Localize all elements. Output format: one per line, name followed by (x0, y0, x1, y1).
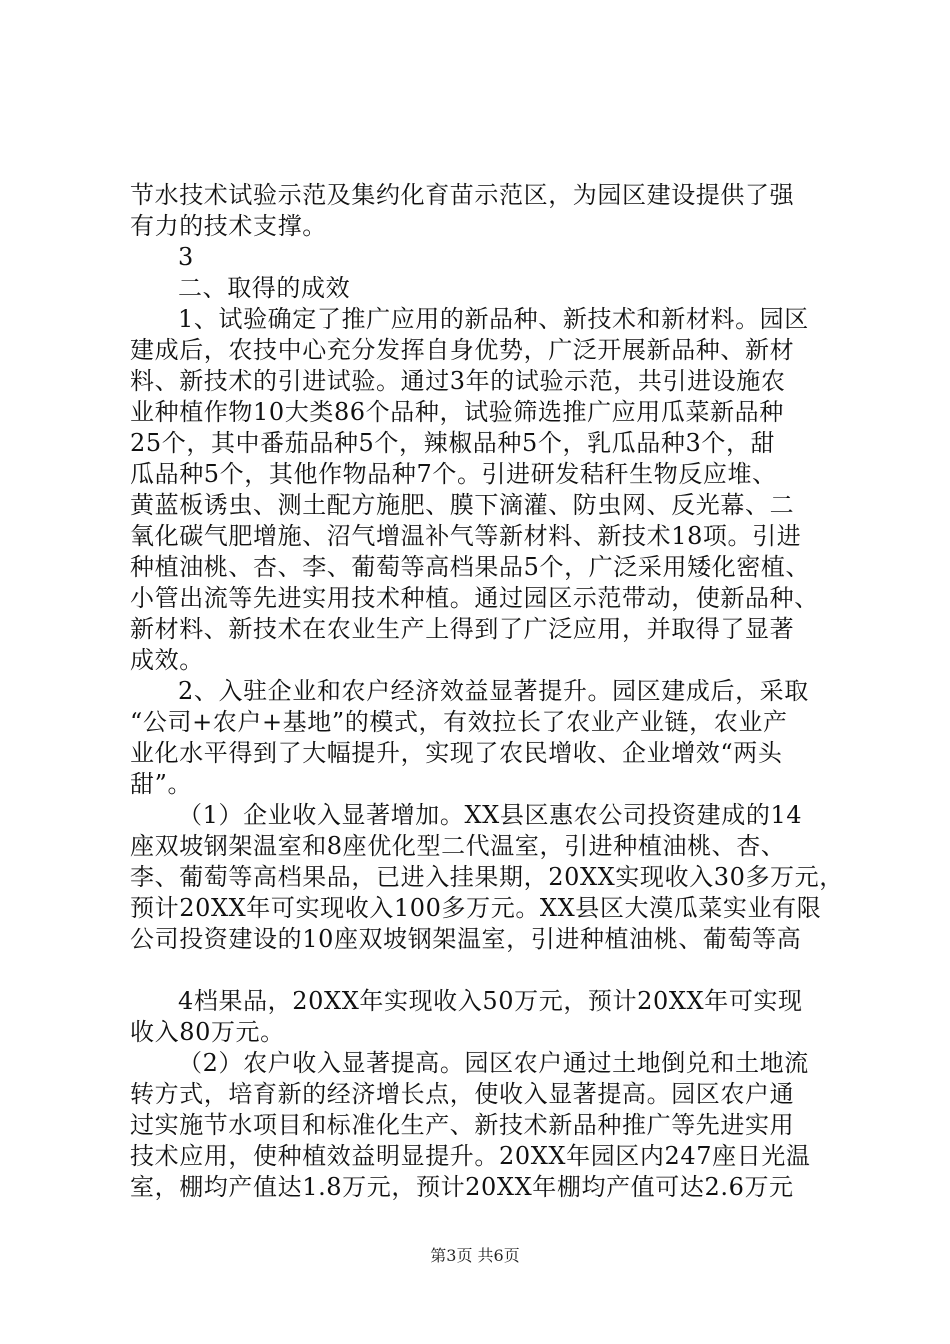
line-text: 建成后，农技中心充分发挥自身优势，广泛开展新品种、新材 (130, 336, 795, 364)
line-text: 氧化碳气肥增施、沼气增温补气等新材料、新技术18项。引进 (130, 522, 802, 550)
line-text: 预计20XX年可实现收入100多万元。XX县区大漠瓜菜实业有限 (130, 894, 822, 922)
line-text: 技术应用，使种植效益明显提升。20XX年园区内247座日光温 (130, 1142, 811, 1170)
line-text: 转方式，培育新的经济增长点，使收入显著提高。园区农户通 (130, 1080, 795, 1108)
line-text: 过实施节水项目和标准化生产、新技术新品种推广等先进实用 (130, 1111, 795, 1139)
line-text: “公司+农户+基地”的模式，有效拉长了农业产业链，农业产 (130, 708, 788, 736)
line-text: 4档果品，20XX年实现收入50万元，预计20XX年可实现 (178, 987, 803, 1015)
line-text: 公司投资建设的10座双坡钢架温室，引进种植油桃、葡萄等高 (130, 925, 802, 953)
line-text: 节水技术试验示范及集约化育苗示范区，为园区建设提供了强 (130, 181, 795, 209)
line-text: 2、入驻企业和农户经济效益显著提升。园区建成后，采取 (178, 677, 809, 705)
line-text: 瓜品种5个，其他作物品种7个。引进研发秸秆生物反应堆、 (130, 460, 777, 488)
line-text: 李、葡萄等高档果品，已进入挂果期，20XX实现收入30多万元， (130, 863, 844, 891)
line-text: 业种植作物10大类86个品种，试验筛选推广应用瓜菜新品种 (130, 398, 784, 426)
line-text: 有力的技术支撑。 (130, 212, 327, 240)
line-text: 种植油桃、杏、李、葡萄等高档果品5个，广泛采用矮化密植、 (130, 553, 811, 581)
line-text: 甜”。 (130, 770, 193, 798)
line-text: （1）企业收入显著增加。XX县区惠农公司投资建成的14 (178, 801, 803, 829)
line-text: 1、试验确定了推广应用的新品种、新技术和新材料。园区 (178, 305, 809, 333)
line-text: 业化水平得到了大幅提升，实现了农民增收、企业增效“两头 (130, 739, 783, 767)
line-text: 成效。 (130, 646, 204, 674)
line-text: 室，棚均产值达1.8万元，预计20XX年棚均产值可达2.6万元 (130, 1173, 794, 1201)
line-text: 小管出流等先进实用技术种植。通过园区示范带动，使新品种、 (130, 584, 819, 612)
page-footer: 第3页 共6页 (430, 1246, 520, 1265)
line-text: 二、取得的成效 (178, 274, 351, 302)
line-text: 新材料、新技术在农业生产上得到了广泛应用，并取得了显著 (130, 615, 795, 643)
line-text: （2）农户收入显著提高。园区农户通过土地倒兑和土地流 (178, 1049, 809, 1077)
line-text: 25个，其中番茄品种5个，辣椒品种5个，乳瓜品种3个，甜 (130, 429, 776, 457)
line-text: 黄蓝板诱虫、测土配方施肥、膜下滴灌、防虫网、反光幕、二 (130, 491, 795, 519)
line-text: 3 (178, 243, 194, 271)
line-text: 收入80万元。 (130, 1018, 285, 1046)
line-text: 料、新技术的引进试验。通过3年的试验示范，共引进设施农 (130, 367, 786, 395)
line-text: 座双坡钢架温室和8座优化型二代温室，引进种植油桃、杏、 (130, 832, 786, 860)
